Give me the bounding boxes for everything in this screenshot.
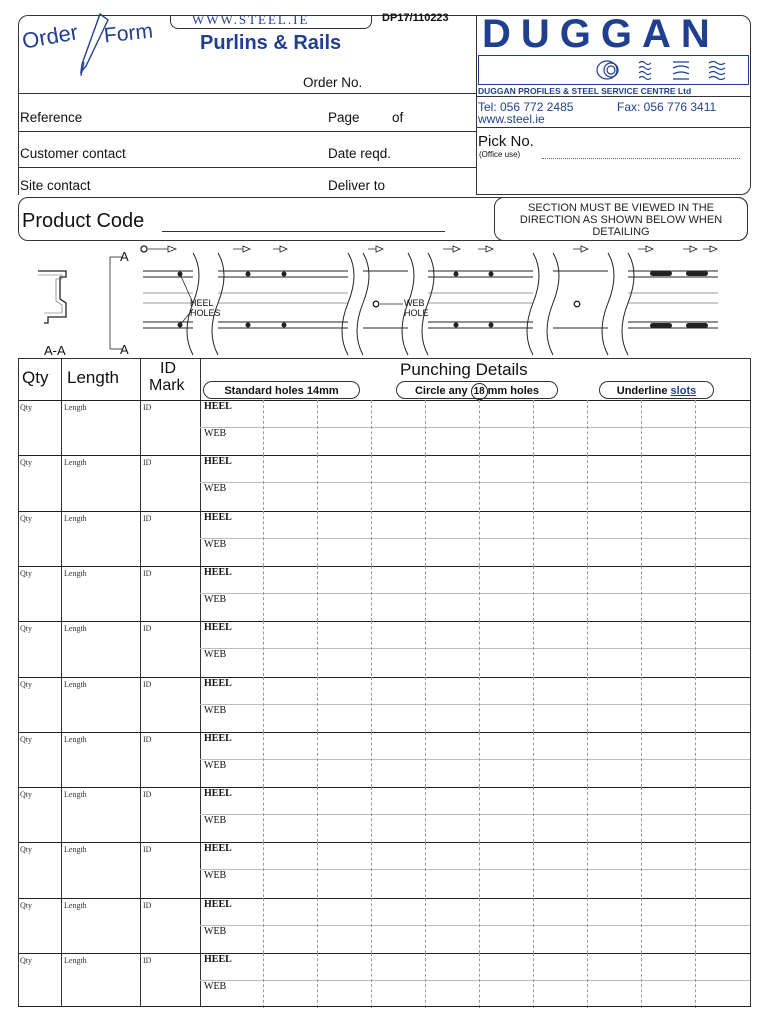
punch-column-guide (425, 787, 426, 842)
punch-column-guide (263, 787, 264, 842)
brand-logo: DUGGAN (482, 12, 720, 56)
row-qty-label[interactable]: Qty (20, 680, 32, 689)
punch-column-guide (263, 400, 264, 455)
punch-column-guide (371, 621, 372, 676)
punch-column-guide (479, 511, 480, 566)
punch-column-guide (317, 842, 318, 897)
section-note: SECTION MUST BE VIEWED IN THE DIRECTION AS SHOWN BELOW WHEN DETAILING (519, 202, 723, 238)
punch-column-guide (533, 566, 534, 621)
heel-web-divider (200, 869, 750, 870)
punch-column-guide (641, 787, 642, 842)
punch-column-guide (533, 898, 534, 953)
punch-column-guide (263, 566, 264, 621)
punch-column-guide (587, 400, 588, 455)
divider (18, 131, 476, 132)
row-heel-label[interactable]: HEEL (204, 733, 232, 744)
row-qty-label[interactable]: Qty (20, 514, 32, 523)
punch-column-guide (317, 511, 318, 566)
web-hole-label: WEB HOLE (404, 298, 429, 318)
punch-column-guide (479, 732, 480, 787)
punch-column-guide (479, 953, 480, 1008)
punch-column-guide (587, 621, 588, 676)
row-id-label[interactable]: ID (143, 845, 152, 854)
row-qty-label[interactable]: Qty (20, 790, 32, 799)
punch-column-guide (695, 953, 696, 1008)
circle-holes-pre: Circle any (414, 385, 468, 397)
punch-column-guide (317, 898, 318, 953)
of-label: of (392, 110, 404, 125)
punch-column-guide (371, 566, 372, 621)
deliver-to-label: Deliver to (328, 178, 386, 193)
row-qty-label[interactable]: Qty (20, 901, 32, 910)
col-qty: Qty (22, 368, 49, 387)
punch-column-guide (425, 566, 426, 621)
row-length-label[interactable]: Length (64, 458, 87, 467)
standard-holes-pill (203, 381, 360, 399)
punch-column-guide (695, 787, 696, 842)
row-web-label[interactable]: WEB (204, 705, 227, 716)
punch-column-guide (371, 677, 372, 732)
punch-column-guide (533, 842, 534, 897)
row-qty-label[interactable]: Qty (20, 735, 32, 744)
punch-column-guide (587, 566, 588, 621)
row-web-label[interactable]: WEB (204, 815, 227, 826)
punch-column-guide (695, 842, 696, 897)
title-order: Order (20, 19, 80, 54)
punch-column-guide (587, 511, 588, 566)
row-qty-label[interactable]: Qty (20, 458, 32, 467)
punch-column-guide (695, 732, 696, 787)
punch-column-guide (641, 953, 642, 1008)
title-form: Form (102, 19, 155, 48)
punch-column-guide (587, 842, 588, 897)
doc-code: DP17/110223 (382, 12, 449, 24)
punch-column-guide (425, 732, 426, 787)
col-length: Length (67, 368, 119, 387)
punch-column-guide (695, 511, 696, 566)
punch-column-guide (317, 621, 318, 676)
tel-label: Tel: 056 772 2485 (478, 100, 574, 114)
punch-column-guide (479, 842, 480, 897)
punch-column-guide (533, 677, 534, 732)
punch-column-guide (695, 677, 696, 732)
punch-column-guide (641, 400, 642, 455)
date-reqd-label: Date reqd. (328, 146, 392, 161)
punch-column-guide (695, 621, 696, 676)
punch-column-guide (695, 898, 696, 953)
row-id-label[interactable]: ID (143, 735, 152, 744)
row-qty-label[interactable]: Qty (20, 569, 32, 578)
pick-no-label: Pick No. (478, 133, 534, 150)
punch-column-guide (695, 455, 696, 510)
row-qty-label[interactable]: Qty (20, 624, 32, 633)
row-web-label[interactable]: WEB (204, 926, 227, 937)
row-length-label[interactable]: Length (64, 624, 87, 633)
punch-column-guide (317, 566, 318, 621)
heel-web-divider (200, 482, 750, 483)
punch-column-guide (371, 787, 372, 842)
col-id: ID (160, 360, 176, 377)
row-length-label[interactable]: Length (64, 790, 87, 799)
punch-column-guide (371, 511, 372, 566)
row-heel-label[interactable]: HEEL (204, 622, 232, 633)
heel-holes-label: HEEL HOLES (190, 298, 221, 318)
row-id-label[interactable]: ID (143, 514, 152, 523)
punch-column-guide (317, 400, 318, 455)
site-contact-label: Site contact (20, 178, 91, 193)
circle-holes-pill (396, 381, 558, 399)
heel-web-divider (200, 704, 750, 705)
circle-holes-number: 18 (471, 383, 488, 400)
heel-web-divider (200, 427, 750, 428)
row-web-label[interactable]: WEB (204, 539, 227, 550)
row-length-label[interactable]: Length (64, 735, 87, 744)
punch-column-guide (371, 455, 372, 510)
heel-web-divider (200, 593, 750, 594)
section-a-bottom: A (120, 342, 129, 357)
punch-column-guide (533, 732, 534, 787)
divider (18, 167, 476, 168)
punch-column-guide (533, 511, 534, 566)
punch-column-guide (641, 566, 642, 621)
row-web-label[interactable]: WEB (204, 981, 227, 992)
pen-icon (72, 12, 112, 85)
row-web-label[interactable]: WEB (204, 594, 227, 605)
punch-column-guide (695, 566, 696, 621)
punch-column-guide (641, 677, 642, 732)
row-heel-label[interactable]: HEEL (204, 456, 232, 467)
row-heel-label[interactable]: HEEL (204, 512, 232, 523)
row-id-label[interactable]: ID (143, 569, 152, 578)
punch-column-guide (641, 621, 642, 676)
heel-web-divider (200, 814, 750, 815)
row-heel-label[interactable]: HEEL (204, 567, 232, 578)
punch-column-guide (641, 511, 642, 566)
punching-title: Punching Details (400, 360, 528, 379)
punch-column-guide (479, 677, 480, 732)
fax-label: Fax: 056 776 3411 (617, 100, 717, 114)
punch-column-guide (533, 787, 534, 842)
punch-column-guide (641, 842, 642, 897)
punch-column-guide (533, 953, 534, 1008)
row-heel-label[interactable]: HEEL (204, 899, 232, 910)
row-id-label[interactable]: ID (143, 403, 152, 412)
punch-column-guide (263, 621, 264, 676)
punch-column-guide (263, 677, 264, 732)
heel-web-divider (200, 648, 750, 649)
row-id-label[interactable]: ID (143, 956, 152, 965)
row-id-label[interactable]: ID (143, 790, 152, 799)
web-label: www.steel.ie (478, 112, 545, 126)
punch-column-guide (425, 455, 426, 510)
punch-column-guide (425, 511, 426, 566)
row-length-label[interactable]: Length (64, 569, 87, 578)
page-label: Page (328, 110, 360, 125)
row-id-label[interactable]: ID (143, 680, 152, 689)
row-length-label[interactable]: Length (64, 514, 87, 523)
row-heel-label[interactable]: HEEL (204, 678, 232, 689)
section-label: A-A (44, 343, 66, 358)
company-name: DUGGAN PROFILES & STEEL SERVICE CENTRE Ltd (478, 86, 692, 96)
row-qty-label[interactable]: Qty (20, 845, 32, 854)
punch-column-guide (641, 898, 642, 953)
punch-column-guide (587, 732, 588, 787)
punch-column-guide (587, 787, 588, 842)
punch-column-guide (263, 455, 264, 510)
punch-column-guide (533, 400, 534, 455)
product-title: Purlins & Rails (200, 32, 342, 54)
punch-column-guide (479, 566, 480, 621)
punch-column-guide (425, 842, 426, 897)
website-label: WWW.STEEL.IE (192, 12, 310, 27)
pick-no-line (542, 158, 740, 159)
punch-column-guide (425, 677, 426, 732)
punch-column-guide (263, 953, 264, 1008)
row-id-label[interactable]: ID (143, 624, 152, 633)
underline-label: Underline (616, 385, 668, 397)
order-no-label: Order No. (303, 75, 363, 90)
row-id-label[interactable]: ID (143, 458, 152, 467)
reference-label: Reference (20, 110, 83, 125)
punch-column-guide (587, 953, 588, 1008)
punch-column-guide (587, 455, 588, 510)
punch-column-guide (479, 898, 480, 953)
row-web-label[interactable]: WEB (204, 483, 227, 494)
punch-column-guide (317, 677, 318, 732)
row-heel-label[interactable]: HEEL (204, 401, 232, 412)
punch-column-guide (371, 732, 372, 787)
punch-column-guide (533, 621, 534, 676)
punch-column-guide (317, 787, 318, 842)
punch-column-guide (263, 511, 264, 566)
punch-column-guide (317, 953, 318, 1008)
punch-column-guide (263, 842, 264, 897)
row-web-label[interactable]: WEB (204, 870, 227, 881)
row-heel-label[interactable]: HEEL (204, 843, 232, 854)
row-length-label[interactable]: Length (64, 956, 87, 965)
row-qty-label[interactable]: Qty (20, 956, 32, 965)
row-id-label[interactable]: ID (143, 901, 152, 910)
row-web-label[interactable]: WEB (204, 428, 227, 439)
punch-column-guide (371, 953, 372, 1008)
row-web-label[interactable]: WEB (204, 649, 227, 660)
punch-column-guide (587, 677, 588, 732)
row-length-label[interactable]: Length (64, 403, 87, 412)
punch-column-guide (371, 898, 372, 953)
punch-column-guide (371, 400, 372, 455)
col-mark: Mark (149, 377, 185, 394)
slots-label: slots (670, 385, 697, 397)
divider (476, 127, 751, 128)
product-code-label: Product Code (22, 210, 145, 232)
punch-column-guide (587, 898, 588, 953)
table-bottom (18, 1006, 751, 1007)
punch-column-guide (317, 455, 318, 510)
row-qty-label[interactable]: Qty (20, 403, 32, 412)
punch-column-guide (479, 455, 480, 510)
standard-holes-label: Standard holes 14mm (224, 385, 339, 397)
heel-web-divider (200, 980, 750, 981)
punch-column-guide (371, 842, 372, 897)
divider (476, 96, 751, 97)
customer-contact-label: Customer contact (20, 146, 126, 161)
heel-web-divider (200, 759, 750, 760)
punch-column-guide (479, 621, 480, 676)
punch-column-guide (425, 621, 426, 676)
punch-column-guide (425, 953, 426, 1008)
punch-column-guide (641, 732, 642, 787)
punch-column-guide (695, 400, 696, 455)
punch-column-guide (425, 400, 426, 455)
heel-web-divider (200, 538, 750, 539)
underline-slots-pill (599, 381, 714, 399)
section-a-top: A (120, 249, 129, 264)
product-code-line[interactable] (162, 231, 445, 232)
punch-column-guide (641, 455, 642, 510)
roll-icons (585, 57, 745, 88)
row-heel-label[interactable]: HEEL (204, 788, 232, 799)
punch-column-guide (479, 787, 480, 842)
office-use-label: (Office use) (479, 150, 521, 159)
punch-column-guide (425, 898, 426, 953)
row-length-label[interactable]: Length (64, 845, 87, 854)
circle-holes-post: mm holes (487, 385, 539, 397)
punch-column-guide (317, 732, 318, 787)
punch-column-guide (263, 898, 264, 953)
punch-column-guide (263, 732, 264, 787)
row-heel-label[interactable]: HEEL (204, 954, 232, 965)
row-length-label[interactable]: Length (64, 680, 87, 689)
punch-column-guide (533, 455, 534, 510)
punch-column-guide (479, 400, 480, 455)
row-length-label[interactable]: Length (64, 901, 87, 910)
heel-web-divider (200, 925, 750, 926)
divider (18, 93, 476, 94)
row-web-label[interactable]: WEB (204, 760, 227, 771)
